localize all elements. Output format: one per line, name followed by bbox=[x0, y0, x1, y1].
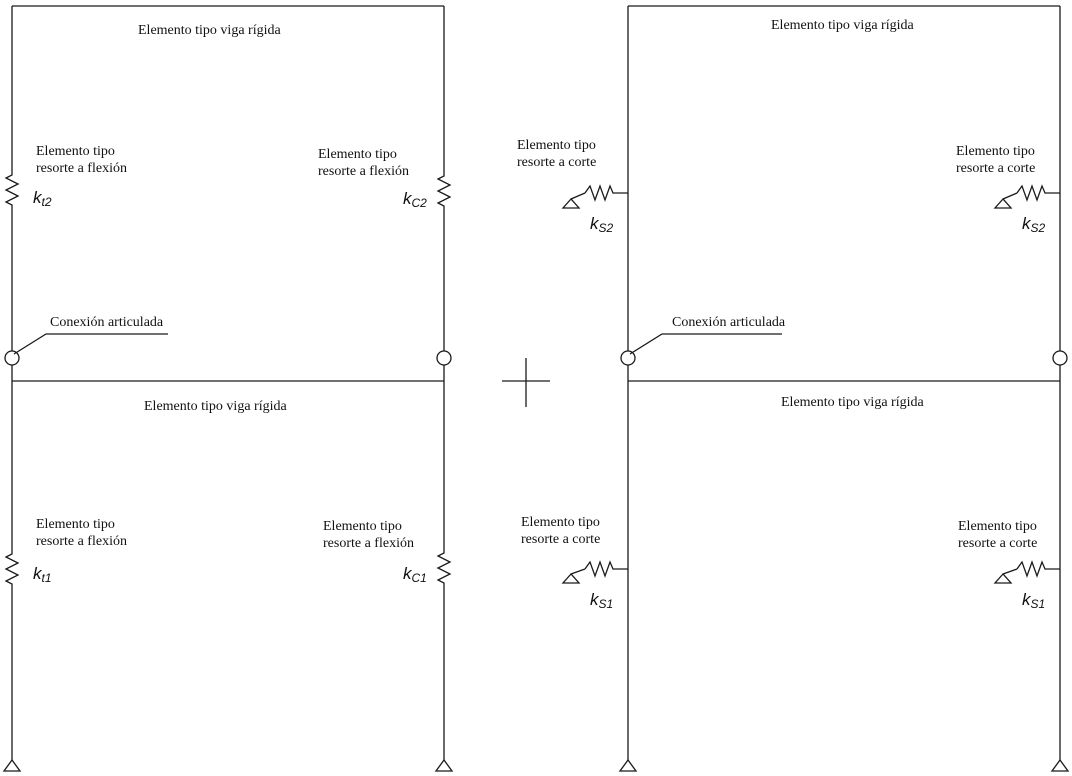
spring-stiffness-ks1: kS1 bbox=[590, 590, 614, 611]
shear-spring-left-upper bbox=[563, 186, 628, 208]
spring-label-line2: resorte a corte bbox=[521, 532, 601, 547]
spring-label-line1: Elemento tipo bbox=[323, 519, 402, 534]
spring-stiffness-ks1: kS1 bbox=[1022, 590, 1046, 611]
middle-beam-label: Elemento tipo viga rígida bbox=[781, 395, 924, 410]
right-frame-right-pin-support bbox=[1052, 760, 1068, 771]
shear-spring-right-lower bbox=[995, 562, 1060, 583]
left-frame-flexural-model bbox=[4, 6, 452, 771]
right-column-upper bbox=[438, 6, 450, 351]
spring-label-line1: Elemento tipo bbox=[956, 144, 1035, 159]
plus-combine-symbol bbox=[502, 358, 550, 407]
spring-stiffness-kc2: kC2 bbox=[403, 189, 427, 210]
spring-label-line2: resorte a flexión bbox=[318, 164, 409, 179]
spring-label-line1: Elemento tipo bbox=[517, 138, 596, 153]
right-column-pin-support bbox=[436, 760, 452, 771]
spring-stiffness-kt1: kt1 bbox=[33, 564, 52, 585]
right-hinge-circle bbox=[437, 351, 451, 365]
spring-label-line1: Elemento tipo bbox=[958, 519, 1037, 534]
spring-stiffness-kt2: kt2 bbox=[33, 188, 52, 209]
right-frame-right-hinge-circle bbox=[1053, 351, 1067, 365]
left-column-upper bbox=[6, 6, 18, 351]
shear-spring-left-lower bbox=[563, 562, 628, 583]
hinge-callout-label: Conexión articulada bbox=[50, 315, 164, 330]
left-hinge-circle bbox=[5, 351, 19, 365]
spring-label-line2: resorte a corte bbox=[958, 536, 1038, 551]
spring-stiffness-ks2: kS2 bbox=[590, 214, 614, 235]
hinge-callout-leader bbox=[630, 334, 782, 354]
spring-label-line2: resorte a flexión bbox=[323, 536, 414, 551]
spring-stiffness-ks2: kS2 bbox=[1022, 214, 1046, 235]
hinge-callout-label: Conexión articulada bbox=[672, 315, 786, 330]
spring-label-line1: Elemento tipo bbox=[318, 147, 397, 162]
spring-label-line2: resorte a flexión bbox=[36, 534, 127, 549]
middle-beam-label: Elemento tipo viga rígida bbox=[144, 399, 287, 414]
right-frame-shear-model bbox=[517, 6, 1068, 771]
right-frame-left-pin-support bbox=[620, 760, 636, 771]
shear-spring-right-upper bbox=[995, 186, 1060, 208]
spring-label-line1: Elemento tipo bbox=[36, 144, 115, 159]
spring-label-line1: Elemento tipo bbox=[36, 517, 115, 532]
hinge-callout-leader bbox=[14, 334, 168, 354]
top-beam-label: Elemento tipo viga rígida bbox=[771, 18, 914, 33]
right-column-lower bbox=[438, 365, 450, 760]
spring-label-line2: resorte a corte bbox=[956, 161, 1036, 176]
spring-label-line1: Elemento tipo bbox=[521, 515, 600, 530]
spring-label-line2: resorte a corte bbox=[517, 155, 597, 170]
top-beam-label: Elemento tipo viga rígida bbox=[138, 23, 281, 38]
spring-stiffness-kc1: kC1 bbox=[403, 564, 427, 585]
left-column-pin-support bbox=[4, 760, 20, 771]
right-frame-left-hinge-circle bbox=[621, 351, 635, 365]
left-column-lower bbox=[6, 365, 18, 760]
spring-label-line2: resorte a flexión bbox=[36, 161, 127, 176]
